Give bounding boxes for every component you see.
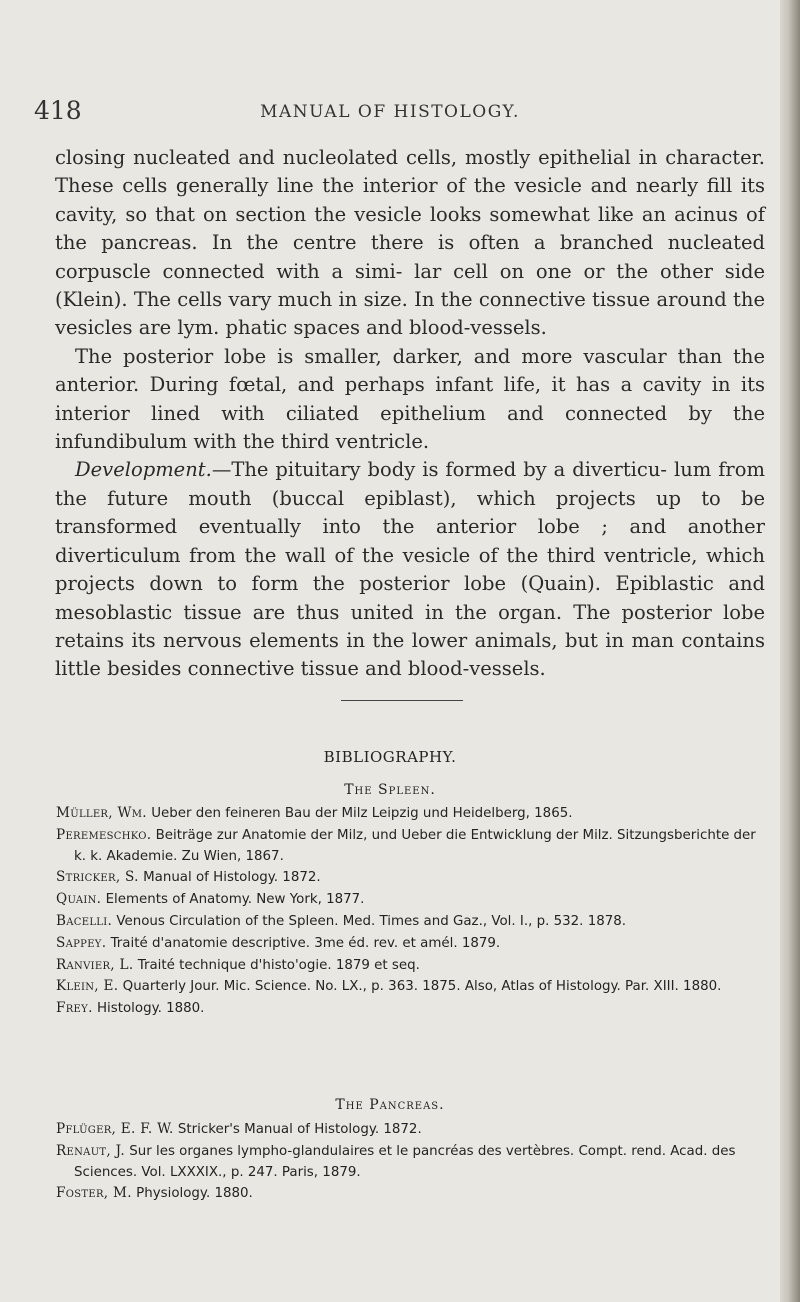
page-edge-shadow [780,0,800,1302]
reference-text: Elements of Anatomy. New York, 1877. [105,892,365,908]
reference-item [56,1119,768,1141]
reference-item [56,933,768,955]
reference-author: Stricker, S. [56,869,139,886]
paragraph-vesicles: closing nucleated and nucleolated cells, mostly epithelial in character. These cells generally line the interior of the vesicle and nearly fill its cavity, so that on section the vesicle looks somewhat like an acinus of the pancreas. In the centre there is often a branched nucleated corpuscle connected with a simi- lar cell on one or the other side (Klein). The cells vary much in size. In the connective tissue around the vesicles are lym. phatic spaces and blood-vessels. [55,146,765,340]
reference-item [56,867,768,889]
reference-text: Traité d'anatomie descriptive. 3me éd. rev. et amél. 1879. [110,935,501,951]
reference-text: Ueber den feineren Bau der Milz Leipzig und Heidelberg, 1865. [151,806,573,821]
reference-text: Venous Circulation of the Spleen. Med. Times and Gaz., Vol. I., p. 532. 1878. [116,913,627,929]
reference-text: Stricker's Manual of Histology. 1872. [177,1122,422,1137]
reference-author: Sappey. [56,934,107,951]
reference-item [56,803,768,825]
reference-author: Bacelli. [56,912,113,929]
reference-author: Müller, Wm. [56,805,147,821]
pancreas-reference-list [56,1119,768,1205]
reference-author: Quain. [56,891,102,908]
running-head: MANUAL OF HISTOLOGY. [260,102,520,122]
reference-item [56,976,768,998]
reference-item [56,825,768,868]
spleen-reference-list [56,803,768,1020]
section-divider [341,700,463,701]
reference-author: Pflüger, E. F. W. [56,1121,174,1137]
reference-text: Sur les organes lympho-glandulaires et le pancréas des vertèbres. Compt. rend. Acad. des Sciences. Vol. LXXXIX., p. 247. Paris, 1879. [74,1143,736,1180]
reference-item [56,889,768,911]
reference-item [56,1141,768,1184]
body-text [55,144,765,684]
reference-text: Manual of Histology. 1872. [143,870,321,886]
reference-author: Peremeschko. [56,826,152,843]
page-header [0,96,780,130]
reference-item [56,1183,768,1205]
bibliography-title: BIBLIOGRAPHY. [323,748,457,766]
reference-text: Traité technique d'histo'ogie. 1879 et seq. [137,957,420,973]
development-heading: Development. [75,458,212,482]
paragraph-posterior-lobe: The posterior lobe is smaller, darker, and more vascular than the anterior. During fœtal, and perhaps infant life, it has a cavity in its interior lined with ciliated epithelium and connected by the infundibulum with the third ventricle. [55,344,765,454]
reference-author: Frey. [56,1000,93,1017]
reference-author: Klein, E. [56,978,119,995]
reference-item [56,911,768,933]
page-number: 418 [34,96,82,125]
reference-item [56,955,768,977]
reference-author: Ranvier, L. [56,956,134,973]
reference-author: Renaut, J. [56,1142,125,1159]
reference-author: Foster, M. [56,1185,132,1202]
pancreas-heading: The Pancreas. [335,1097,445,1113]
reference-text: Quarterly Jour. Mic. Science. No. LX., p. 363. 1875. Also, Atlas of Histology. Par. XIII. 1880. [122,979,722,995]
reference-text: Histology. 1880. [96,1001,205,1017]
reference-text: Physiology. 1880. [136,1186,253,1202]
development-text: —The pituitary body is formed by a diverticu- lum from the future mouth (buccal epiblast), which projects up to be transformed eventually into the anterior lobe ; and another diverticulum from the wall of the vesicle of the third ventricle, which projects down to form the posterior lobe (Quain). Epiblastic and mesoblastic tissue are thus united in the organ. The posterior lobe retains its nervous elements in the lower animals, but in man contains little besides connective tissue and blood-vessels. [55,458,765,681]
spleen-heading: The Spleen. [344,782,436,798]
reference-item [56,998,768,1020]
paragraph-development [55,456,765,683]
reference-text: Beiträge zur Anatomie der Milz, und Ueber die Entwicklung der Milz. Sitzungsberichte der k. k. Akademie. Zu Wien, 1867. [74,827,756,864]
